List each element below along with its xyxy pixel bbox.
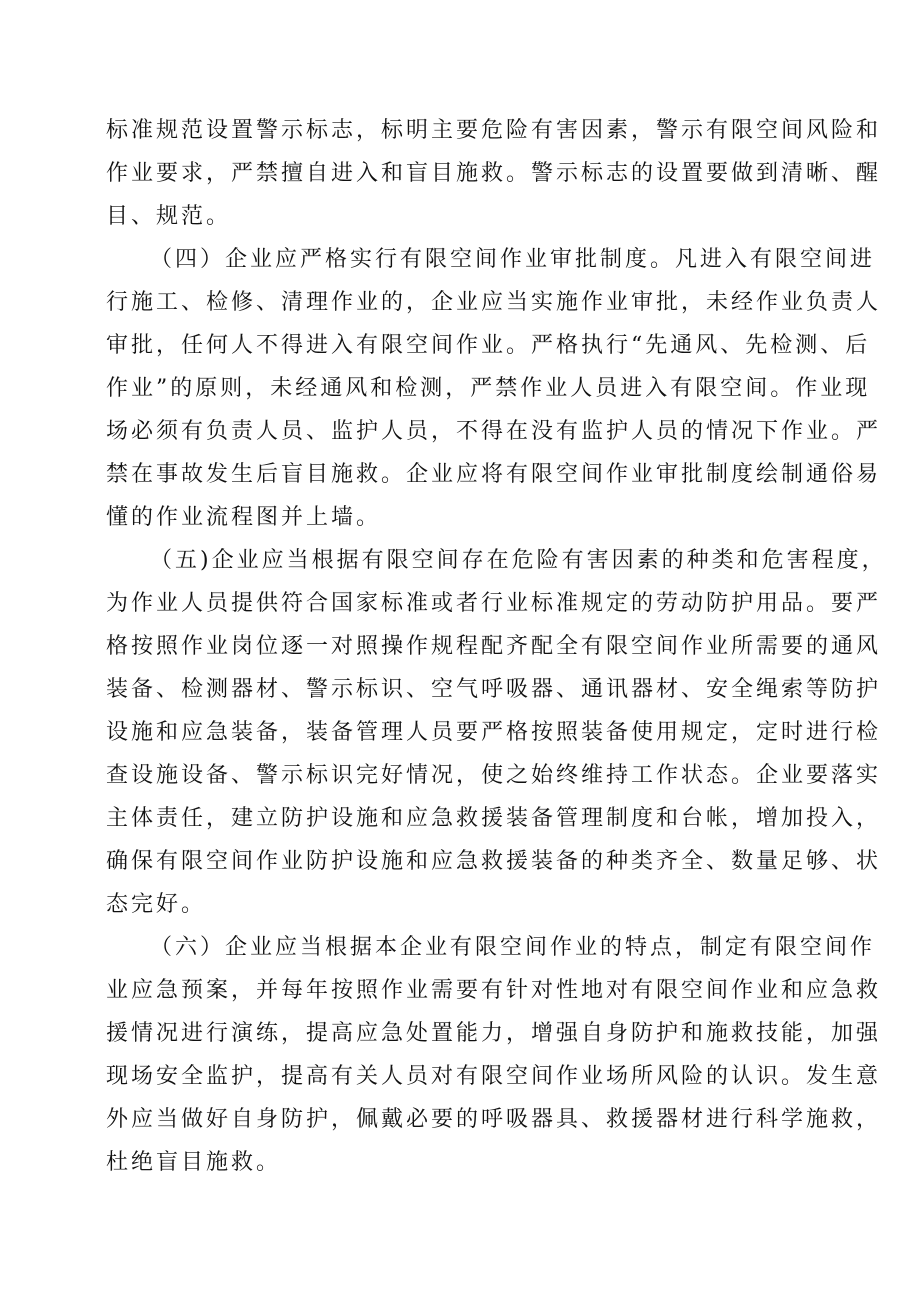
paragraph-3-line-7: 主体责任，建立防护设施和应急救援装备管理制度和台帐，增加投入， — [106, 806, 882, 831]
paragraph-2-line-1: （四）企业应严格实行有限空间作业审批制度。凡进入有限空间进 — [150, 247, 876, 272]
paragraph-4-line-1: （六）企业应当根据本企业有限空间作业的特点，制定有限空间作 — [150, 935, 876, 960]
paragraph-3-line-2: 为作业人员提供符合国家标准或者行业标准规定的劳动防护用品。要严 — [106, 591, 882, 616]
paragraph-3-line-6: 查设施设备、警示标识完好情况，使之始终维持工作状态。企业要落实 — [106, 763, 882, 788]
paragraph-3-line-1: （五)企业应当根据有限空间存在危险有害因素的种类和危害程度， — [150, 548, 887, 573]
paragraph-2-line-5: 场必须有负责人员、监护人员，不得在没有监护人员的情况下作业。严 — [106, 419, 882, 444]
paragraph-2-line-7: 懂的作业流程图并上墙。 — [106, 505, 382, 530]
paragraph-3-line-5: 设施和应急装备，装备管理人员要严格按照装备使用规定，定时进行检 — [106, 720, 882, 745]
paragraph-4-line-2: 业应急预案，并每年按照作业需要有针对性地对有限空间作业和应急救 — [106, 978, 882, 1003]
paragraph-4-line-5: 外应当做好自身防护，佩戴必要的呼吸器具、救援器材进行科学施救， — [106, 1107, 882, 1132]
paragraph-4-line-4: 现场安全监护，提高有关人员对有限空间作业场所风险的认识。发生意 — [106, 1064, 882, 1089]
paragraph-1-line-2: 作业要求，严禁擅自进入和盲目施救。警示标志的设置要做到清晰、醒 — [106, 161, 882, 186]
paragraph-2-line-6: 禁在事故发生后盲目施救。企业应将有限空间作业审批制度绘制通俗易 — [106, 462, 882, 487]
paragraph-3-line-8: 确保有限空间作业防护设施和应急救援装备的种类齐全、数量足够、状 — [106, 849, 882, 874]
paragraph-4-line-6: 杜绝盲目施救。 — [106, 1150, 282, 1175]
paragraph-3-line-3: 格按照作业岗位逐一对照操作规程配齐配全有限空间作业所需要的通风 — [106, 634, 882, 659]
paragraph-1-line-3: 目、规范。 — [106, 204, 232, 229]
paragraph-3-line-4: 装备、检测器材、警示标识、空气呼吸器、通讯器材、安全绳索等防护 — [106, 677, 882, 702]
paragraph-3-line-9: 态完好。 — [106, 892, 207, 917]
paragraph-2-line-3: 审批，任何人不得进入有限空间作业。严格执行“先通风、先检测、后 — [106, 333, 871, 358]
paragraph-4-line-3: 援情况进行演练，提高应急处置能力，增强自身防护和施救技能，加强 — [106, 1021, 882, 1046]
paragraph-2-line-2: 行施工、检修、清理作业的，企业应当实施作业审批，未经作业负责人 — [106, 290, 882, 315]
paragraph-1-line-1: 标准规范设置警示标志，标明主要危险有害因素，警示有限空间风险和 — [106, 118, 882, 143]
paragraph-2-line-4: 作业”的原则，未经通风和检测，严禁作业人员进入有限空间。作业现 — [106, 376, 871, 401]
